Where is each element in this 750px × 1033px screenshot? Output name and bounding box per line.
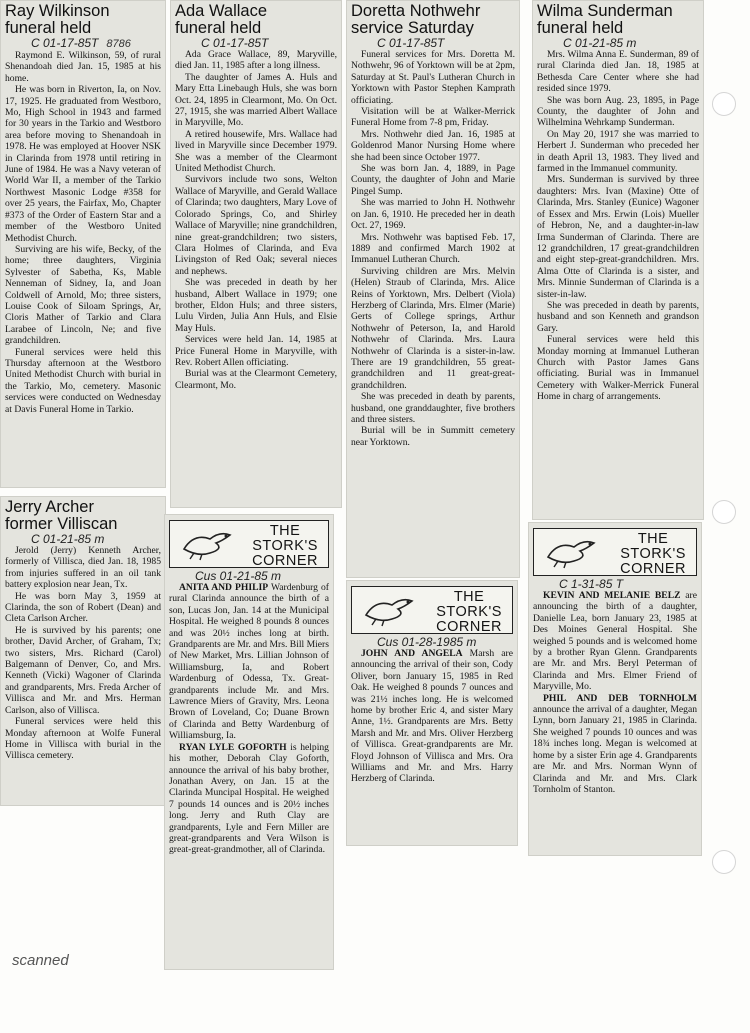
handwritten-date: C 1-31-85 T [559, 577, 624, 591]
headline: Doretta Nothwehr service Saturday [351, 2, 481, 37]
paragraph: Surviving children are Mrs. Melvin (Helen) Straub of Clarinda, Mrs. Alice Reins of Yorktown, Mrs. Delbert (Viola) Herzberg of Clarinda, Mrs. Elmer (Marie) Gerts of College springs, Arthur Nothwehr of Peterson, Ia, and Harold Nothwehr of Clarinda. Mrs. Laura Nothwehr of Clarinda is a sister-in-law. There are 19 grandchildren, 55 great-grandchildren and 11 great-great-grandchildren. [351, 265, 515, 391]
announcement [169, 582, 329, 742]
paragraph: Funeral services were held this Thursday afternoon at the Westboro United Methodist Church with burial in the Tarkio, Mo, cemetery. Masonic services were conducted on Wednesday at Davis Funeral Home in Tarkio. [5, 346, 161, 415]
stork-icon [544, 535, 600, 569]
stork-icon [362, 593, 418, 627]
scanned-note: scanned [12, 952, 69, 969]
paragraph: She was preceded in death by her husband, Albert Wallace in 1979; one brother, Eldon Huls; and three sisters, Lulu Virden, Julia Ann Huls, and Elsie May Huls. [175, 277, 337, 334]
handwritten-date: C 01-17-85T [201, 36, 269, 50]
paragraph: Survivors include two sons, Welton Wallace of Maryville, and Gerald Wallace of Clarinda; two daughters, Mary Love of Colorado Springs, Co, and Shirley Wallace of Maryville; nine grandchildren, nine great-grandchildren; two sisters, Clara Holmes of Clarinda, and Eva Livingston of Red Oak; several nieces and nephews. [175, 174, 337, 277]
birth-announcements [533, 590, 697, 795]
storks-corner-banner [351, 586, 513, 634]
clipping-nothwehr [346, 0, 520, 578]
storks-corner-banner [533, 528, 697, 576]
clipping-wilkinson [0, 0, 166, 488]
clipping-stork-corner-2 [346, 580, 518, 846]
paragraph: Funeral services were held this Monday morning at Immanuel Lutheran Church with Pastor James Gans officiating. Burial was in Immanuel Cemetery with Walker-Merrick Funeral Home in charg of arrangements. [537, 334, 699, 403]
storks-corner-banner [169, 520, 329, 568]
paragraph: He was born in Riverton, Ia, on Nov. 17, 1925. He graduated from Westboro, Mo, High School in 1943 and farmed for 30 years in the Tarkio and Westboro area before moving to Shenandoah in 1978. He was employed at Hoover NSK in Clarinda from 1978 until retiring in June of 1984. He was a Navy veteran of World War II, a member of the Tarkio Northwest Masonic Lodge #358 for over 25 years, the Fairfax, Mo, Chapter #373 of the Order of Eastern Star and a member of the Westboro United Methodist Church. [5, 84, 161, 244]
paragraph: Mrs. Sunderman is survived by three daughters: Mrs. Ivan (Maxine) Otte of Clarinda, Mrs. Stanley (Eunice) Wagoner of Essex and Mrs. Erwin (Lois) Mueller of Hebron, Ne, and a daughter-in-law Irma Sunderman of Clarinda. There are 12 grandchildren, 17 great-grandchildren and eight step-great-grandchildren. Mrs. Alma Otte of Clarinda is a sister, and Mrs. Minnie Sunderman of Clarinda is a sister-in-law. [537, 174, 699, 300]
announcement-text: is helping his mother, Deborah Clay Goforth, announce the arrival of his baby brother, Jonathan Avery, on Jan. 15 at the Clarinda Muncipal Hospital. He weighed 7 pounds 14 ounces and is 20½ inches long. Jerry and Ruth Clay are grandparents, Lyle and Fern Miller are great-grandparents and Vera Wilson is great-great-grandmother, all of Clarinda. [169, 741, 329, 856]
paragraph: Funeral services for Mrs. Doretta M. Nothwehr, 96 of Yorktown will be at 2pm, Saturday at St. Paul's Lutheran Church in Yorktown with Pastor Stephen Kamprath officiating. [351, 49, 515, 106]
paragraph: On May 20, 1917 she was married to Herbert J. Sunderman who preceded her in death April 13, 1983. They lived and farmed in the Immanuel community. [537, 128, 699, 175]
clipping-wallace [170, 0, 342, 508]
binder-hole-middle [712, 500, 736, 524]
handwritten-date: C 01-21-85 m [31, 532, 105, 546]
stork-icon [180, 527, 236, 561]
binder-hole-top [712, 92, 736, 116]
paragraph: A retired housewife, Mrs. Wallace had lived in Maryville since December 1979. She was a member of the Clearmont United Methodist Church. [175, 128, 337, 175]
announcement [533, 590, 697, 693]
paragraph: Jerold (Jerry) Kenneth Archer, formerly of Villisca, died Jan. 18, 1985 from injuries suffered in an oil tank battery explosion near Jean, Tx. [5, 545, 161, 591]
handwritten-date: Cus 01-28-1985 m [377, 635, 477, 649]
clipping-archer [0, 496, 166, 806]
headline: Ray Wilkinson funeral held [5, 2, 110, 37]
paragraph: Services were held Jan. 14, 1985 at Price Funeral Home in Maryville, with Rev. Robert Allen officiating. [175, 334, 337, 368]
paragraph: Surviving are his wife, Becky, of the home; three daughters, Virginia Sylvester of Sabetha, Ks, Mable Nenneman of Sidney, Ia, and Joan Coldwell of Arnold, Mo; three sisters, Louise Cook of Siloam Springs, Ar, Cloris Mather of Tarkio and Clara Larabee of Lincoln, Ne; and five grandchildren. [5, 243, 161, 347]
storks-corner-title: THE STORK'S CORNER [252, 523, 318, 569]
announcement-text: announce the arrival of a daughter, Megan Lynn, born January 21, 1985 in Clarinda. She weighed 7 pounds 10 ounces and was 18¾ inches long. Megan is welcomed at home by a sister Erin age 4. Grandparents are Mr. and Mrs. Norman Wynn of Clarinda and Mr. and Mrs. Clark Tornholm of Stanton. [533, 704, 697, 795]
paragraph: Mrs. Nothwehr was baptised Feb. 17, 1889 and confirmed March 1902 at Immanuel Lutheran Church. [351, 231, 515, 266]
article-body [5, 545, 161, 762]
announcement [169, 742, 329, 856]
announcement-text: Wardenburg of rural Clarinda announce the birth of a son, Lucas Jon, Jan. 14 at the Municipal Hospital. He weighed 8 pounds 8 ounces and was 20½ inches long at birth. Grandparents are Mr. and Mrs. Bill Miers of New Market, Mrs. Lillian Johnson of Williamsburg, Ia, and Robert Wardenburg of Odessa, Tx. Great-grandparents include Mr. and Mrs. Lawrence Miers of Gravity, Mrs. Leona Brown of Loveland, Co; Duane Brown of Clarinda and Betty Wardenburg of Williamsburg, Ia. [169, 582, 329, 742]
paragraph: Funeral services were held this Monday afternoon at Wolfe Funeral Home in Villisca with burial in the Villisca cemetery. [5, 716, 161, 762]
announcement-lead: ANITA AND PHILIP [179, 582, 269, 593]
paragraph: Ada Grace Wallace, 89, Maryville, died Jan. 11, 1985 after a long illness. [175, 49, 337, 72]
article-body [351, 49, 515, 448]
handwritten-date: C 01-21-85 m [563, 36, 637, 50]
headline: Ada Wallace funeral held [175, 2, 268, 37]
headline: Jerry Archer former Villiscan [5, 498, 118, 533]
paragraph: He is survived by his parents; one brother, David Archer, of Graham, Tx; two sisters, Mrs. Richard (Carol) Balgemann of Denver, Co, and Mrs. Kenneth (Vicki) Wagoner of Clarinda and grandparents, Mrs. Freda Archer of Villisca and Mr. and Mrs. Herman Carlson, also of Villisca. [5, 624, 161, 716]
paragraph: Mrs. Wilma Anna E. Sunderman, 89 of rural Clarinda died Jan. 18, 1985 at Bethesda Care Center where she had resided since 1979. [537, 49, 699, 95]
paragraph: Visitation will be at Walker-Merrick Funeral Home from 7-8 pm, Friday. [351, 106, 515, 129]
paragraph: She was married to John H. Nothwehr on Jan. 6, 1910. He preceded her in death Oct. 27, 1969. [351, 197, 515, 232]
paragraph: Mrs. Nothwehr died Jan. 16, 1985 at Goldenrod Manor Nursing Home where she had been since October 1977. [351, 128, 515, 163]
handwritten-code: 8786 [106, 38, 131, 50]
announcement-lead: JOHN AND ANGELA [361, 648, 463, 659]
announcement-text: Marsh are announcing the arrival of their son, Cody Oliver, born January 15, 1985 in Red Oak. He weighed 8 pounds 7 ounces and was 21½ inches long. He is welcomed home by brother Eric 4, and sister Mary Anne, 1½. Grandparents are Mrs. Betty Marsh and Mr. and Mrs. Oliver Herzberg of Villisca. Great-grandparents are Mr. Floyd Johnson of Villisca and Mrs. Ora Williams and Mr. and Mrs. Harry Herzberg of Clarinda. [351, 648, 513, 785]
paragraph: She was preceded in death by parents, husband, one granddaughter, five brothers and three sisters. [351, 391, 515, 425]
binder-hole-bottom [712, 850, 736, 874]
article-body [5, 50, 161, 415]
paragraph: Raymond E. Wilkinson, 59, of rural Shenandoah died Jan. 15, 1985 at his home. [5, 50, 161, 84]
announcement-text: are announcing the birth of a daughter, Danielle Lea, born January 23, 1985 at Des Moines General Hospital. She weighed 5 pounds and is welcomed home by a brother Ryan Glenn. Grandparents are Mr. and Mrs. Beryl Peterman of Clarinda and Mrs. Elmer Friend of Maryville, Mo. [533, 590, 697, 693]
birth-announcements [351, 648, 513, 785]
clipping-stork-corner-3 [528, 522, 702, 856]
announcement [351, 648, 513, 785]
handwritten-date: C 01-17-85T 8786 [31, 36, 131, 50]
paragraph: The daughter of James A. Huls and Mary Etta Linebaugh Huls, she was born Oct. 24, 1895 in Clearmont, Mo. On Oct. 27, 1915, she was married Albert Wallace in Maryville, Mo. [175, 71, 337, 129]
announcement-lead: PHIL AND DEB TORNHOLM [543, 692, 697, 704]
announcement-lead: RYAN LYLE GOFORTH [179, 741, 287, 753]
announcement-lead: KEVIN AND MELANIE BELZ [543, 590, 681, 601]
handwritten-date: C 01-17-85T [377, 36, 445, 50]
clipping-stork-corner-1 [164, 514, 334, 970]
article-body [175, 49, 337, 391]
announcement [533, 693, 697, 796]
storks-corner-title: THE STORK'S CORNER [436, 589, 502, 635]
paragraph: Burial was at the Clearmont Cemetery, Clearmont, Mo. [175, 368, 337, 391]
headline: Wilma Sunderman funeral held [537, 2, 673, 37]
clipping-sunderman [532, 0, 704, 520]
handwritten-date: Cus 01-21-85 m [195, 569, 282, 583]
paragraph: She was born Jan. 4, 1889, in Page County, the daughter of John and Marie Pingel Sump. [351, 163, 515, 197]
paragraph: She was preceded in death by parents, husband and son Kenneth and grandson Gary. [537, 299, 699, 334]
paragraph: He was born May 3, 1959 at Clarinda, the son of Robert (Dean) and Cleta Carlson Archer. [5, 590, 161, 625]
paragraph: Burial will be in Summitt cemetery near Yorktown. [351, 425, 515, 448]
storks-corner-title: THE STORK'S CORNER [620, 531, 686, 577]
article-body [537, 49, 699, 403]
paragraph: She was born Aug. 23, 1895, in Page County, the daughter of John and Wilhelmina Wehrkamp Sunderman. [537, 94, 699, 129]
birth-announcements [169, 582, 329, 856]
